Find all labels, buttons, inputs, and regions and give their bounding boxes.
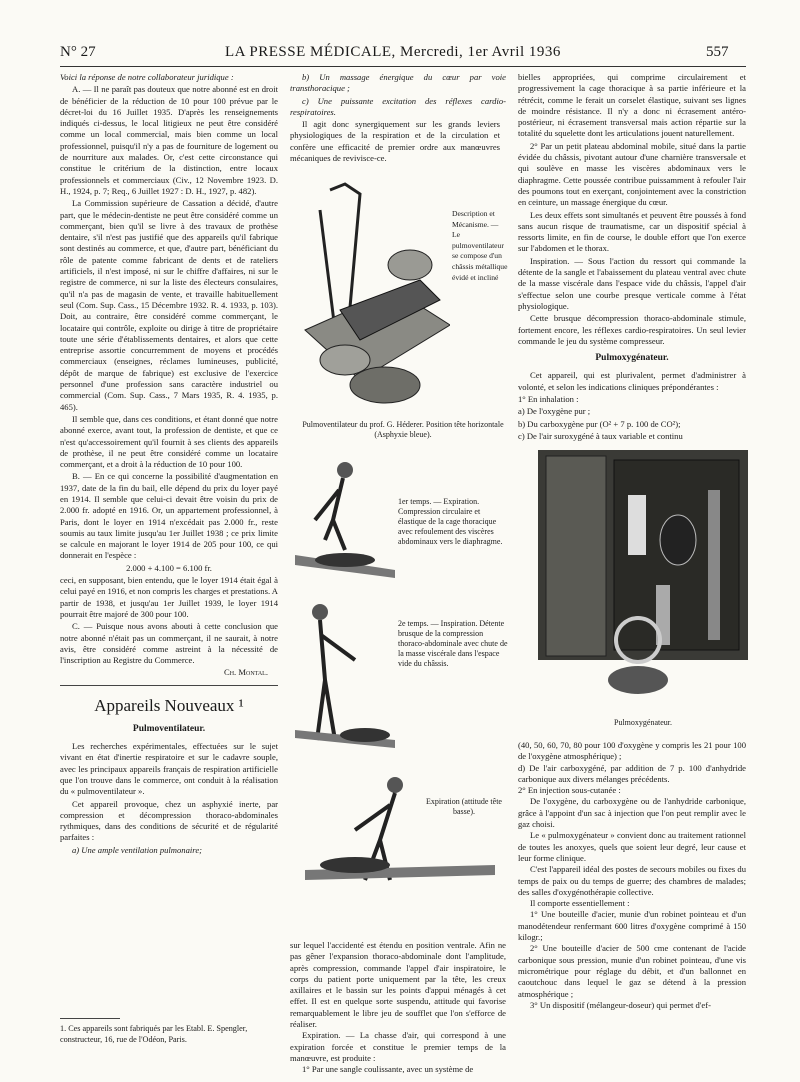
subsection-title: Pulmoventilateur. bbox=[132, 723, 206, 734]
item-b: b) Un massage énergique du cœur par voie transthoracique ; bbox=[290, 72, 506, 94]
column-1 bbox=[60, 72, 278, 857]
paragraph-expiration: Expiration. — La chasse d'air, qui correspond à une expiration forcée et constitue le premier temps de la manœuvre, est produite : bbox=[290, 1030, 506, 1063]
pulmoxygenator-figure bbox=[538, 450, 748, 710]
inspiration-figure bbox=[295, 600, 395, 750]
section-divider bbox=[60, 685, 278, 686]
list-b: b) Du carboxygène pur (O² + 7 p. 100 de CO²); bbox=[518, 418, 681, 429]
journal-title: LA PRESSE MÉDICALE, Mercredi, 1er Avril 1936 bbox=[225, 44, 561, 60]
list-d: d) De l'air carboxygéné, par addition de 7 p. 100 d'anhydride carbonique aux divers mélanges précédents. bbox=[518, 762, 746, 784]
paragraph-oxygene: De l'oxygène, du carboxygène ou de l'anhydride carbonique, grâce à l'appoint d'un sac à injection que l'on peut remplir avec le gaz choisi. bbox=[518, 796, 746, 830]
figure-2-caption: 1er temps. — Expiration. Compression circulaire et élastique de la cage thoracique avec refoulement des viscères abdominaux vers le diaphragme. bbox=[398, 497, 503, 546]
item-bouteille-1: 1° Une bouteille d'acier, munie d'un robinet pointeau et d'un manodétendeur renfermant 600 litres d'oxygène comprimé à 150 kilogr.; bbox=[518, 909, 746, 943]
paragraph-plateau: 2° Par un petit plateau abdominal mobile, situé dans la partie évidée du châssis, pivotant autour d'une charnière transversale et qui soulève en masse les viscères abdominaux vers le diaphragme. Cette poussée contribue puissamment à refouler l'air des poumons tout en exerçant, conjointement avec la constriction en ceinture, un massage énergique du cœur. bbox=[518, 140, 746, 208]
paragraph-effets: Les deux effets sont simultanés et peuvent être poussés à fond sans aucun risque de traumatisme, car un dispositif spécial à ressorts limite, en fin de course, le double effort que l'on exerce sur l'abdomen et le thorax. bbox=[518, 209, 746, 254]
column-2-bottom bbox=[290, 940, 506, 1076]
list-injection: 2° En injection sous-cutanée : bbox=[518, 785, 621, 796]
expiration-figure bbox=[295, 460, 395, 580]
item-c: c) Une puissante excitation des réflexes cardio-respiratoires. bbox=[290, 95, 506, 117]
paragraph-c: C. — Puisque nous avons abouti à cette conclusion que notre abonné n'était pas un commerçant, il ne saurait, à notre avis, être considéré comme astreint à la nécessité de l'inscription au Registre du Commerce. bbox=[60, 621, 278, 666]
paragraph-ideal: C'est l'appareil idéal des postes de secours mobiles ou fixes du temps de paix ou du temps de guerre; des chambres de malades; des salles d'oxygénothérapie collective. bbox=[518, 864, 746, 897]
paragraph-appareil: Cet appareil provoque, chez un asphyxié inerte, par compression et décompression thoraco-abdominales rythmiques, dans des conditions de sécurité et de régularité parfaites : bbox=[60, 798, 278, 843]
column-3 bbox=[518, 72, 746, 443]
item-a: a) Une ample ventilation pulmonaire; bbox=[72, 844, 202, 855]
item-dispositif: 3° Un dispositif (mélangeur-doseur) qui permet d'ef- bbox=[530, 999, 711, 1010]
head-down-figure bbox=[295, 770, 505, 890]
column-2 bbox=[290, 72, 506, 165]
signature: Ch. Montal. bbox=[223, 667, 268, 678]
paragraph-percentages: (40, 50, 60, 70, 80 pour 100 d'oxygène y compris les 21 pour 100 de l'oxygène atmosphérique) ; bbox=[518, 740, 746, 762]
pulmoventilator-figure bbox=[300, 180, 450, 420]
paragraph-synergie: Il agit donc synergiquement sur les grands leviers physiologiques de la respiration et de la circulation et confère une efficacité de premier ordre aux manœuvres mécaniques de revivisce-ce. bbox=[290, 119, 500, 164]
paragraph-plurivalent: Cet appareil, qui est plurivalent, permet d'administrer à volonté, et selon les indications cliniques prépondérantes : bbox=[518, 370, 746, 392]
paragraph-a: A. — Il ne paraît pas douteux que notre abonné est en droit de bénéficier de la réduction de 10 pour 100 prévue par le décret-loi du 16 Juillet 1935. D'après les renseignements indiqués ci-dessus, le local litigieux ne peut être considéré comme un local commercial, mais bien comme un local professionnel, puisqu'il n'y a pas de fourniture de logement ou de nourriture aux malades. Or, c'est cette circonstance qui constitue le critérium de la distinction, entre locaux professionnels et commerciaux (Civ., 12 Novembre 1923. D. H., 1924, p. 7; Req., 6 Juillet 1927 : D. H., 1927, p. 482). bbox=[60, 84, 278, 196]
paragraph-anoxyes: Le « pulmoxygénateur » convient donc au traitement rationnel de toutes les anoxyes, quels que soient leur degré, leur cause et leur forme clinique. bbox=[518, 830, 746, 863]
intro-text: Voici la réponse de notre collaborateur juridique : bbox=[60, 72, 234, 82]
list-a: a) De l'oxygène pur ; bbox=[518, 406, 591, 417]
figure-1-caption: Pulmoventilateur du prof. G. Héderer. Position tête horizontale (Asphyxie bleue). bbox=[302, 420, 504, 439]
item-bouteille-2: 2° Une bouteille d'acier de 500 cme contenant de l'acide carbonique sous pression, munie d'un robinet pointeau, d'une vis micrométrique pour réglage du débit, et d'un ballonnet en caoutchouc dans lequel le gaz se détend à la pression atmosphérique ; bbox=[518, 943, 746, 999]
paragraph-comporte: Il comporte essentiellement : bbox=[530, 898, 630, 909]
issue-number: N° 27 bbox=[60, 44, 96, 60]
paragraph-commission: La Commission supérieure de Cassation a décidé, d'autre part, que le médecin-dentiste ne peut être considéré comme un commerçant, bien qu'il se livre à des travaux de prothèse dentaire, s'il n'est pas justifié que des appareils qu'il fabrique sont destinés au commerce, et que, d'autre part, bénéficiant du rôle de patente comme fabricant de dents et de rateliers artificiels, il n'est imposé, ni sur le chiffre d'affaires, ni sur le registre de commerce, ni sur la liste des électeurs consulaires, qu'il n'a pas de magasin de vente, et travaille habituellement seul (Com. Sup. Cass., 15 Décembre 1932. R. 4. 1933, p. 103). Doit, au contraire, être considéré comme commerçant, le locataire qui contrôle, exploite ou dirige à titre de propriétaire toute une série d'établissements dentaires, et alors que cette entreprise assortie concurremment de moyens et procédés commerciaux (enseignes, réclames lumineuses, publicité, dépôt de marque de fabrique) est exclusive de l'exercice personnel d'une profession sans caractère industriel ou commercial (Com. Sup. Cass., 7 Mars 1935, R. 4. 1935, p. 465). bbox=[60, 198, 278, 412]
description-text: Description et Mécanisme. — Le pulmoventilateur se compose d'un châssis métallique évidé et incliné bbox=[452, 209, 508, 282]
header-rule bbox=[60, 66, 746, 67]
paragraph-recherches: Les recherches expérimentales, effectuées sur le sujet vivant en état d'inertie respiratoire et sur le cadavre souple, avec les principaux appareils français de respiration artificielle que l'on trouve dans le commerce, ont conduit à la réalisation du « pulmoventilateur ». bbox=[60, 741, 278, 797]
page-number: 557 bbox=[706, 44, 729, 60]
list-inhalation: 1° En inhalation : bbox=[518, 394, 579, 405]
figure-4-caption: Expiration (attitude tête basse). bbox=[426, 797, 502, 816]
paragraph-decompression: Cette brusque décompression thoraco-abdominale stimule, fortement encore, les réflexes cardio-respiratoires. Un seul levier commande le jeu du système compresseur. bbox=[518, 313, 746, 346]
subsection-pulmoxygenateur: Pulmoxygénateur. bbox=[595, 353, 669, 364]
paragraph-loyer: ceci, en supposant, bien entendu, que le loyer 1914 était égal à celui payé en 1916, et non compris les charges et prestations. A partir de 1938, et jusqu'au 1er Juillet 1939, le loyer 1914 pourrait être majoré de 300 pour 100. bbox=[60, 575, 278, 619]
figure-3-caption: 2e temps. — Inspiration. Détente brusque de la compression thoraco-abdominale avec chute de la masse viscérale dans l'espace vide du châssis. bbox=[398, 619, 508, 668]
footnote-rule bbox=[60, 1018, 120, 1019]
footnote bbox=[60, 1018, 278, 1045]
section-title: Appareils Nouveaux ¹ bbox=[94, 695, 244, 715]
column-3-bottom bbox=[518, 740, 746, 1011]
paragraph-b: B. — En ce qui concerne la possibilité d'augmentation en 1937, date de la fin du bail, elle dépend du prix du loyer payé en 1914. Il semble que celui-ci devait être voisin du prix de 2.000 fr. adopté en 1916. Or, un appartement professionnel, à Paris, dont le loyer en 1914 n'excédait pas 2.000 fr., reste soumis au taux limite jusqu'au 1er Juillet 1938 ; ce prix limite se calcule en majorant le loyer 1914 de 205 pour 100, ce qui donnerait en l'espèce : bbox=[60, 471, 278, 561]
paragraph-inspiration: Inspiration. — Sous l'action du ressort qui commande la détente de la sangle et l'abaissement du plateau ventral avec chute de la masse viscérale dans l'espace vide du châssis, l'appel d'air s'effectue selon une courbe presque verticale comme à l'état physiologique. bbox=[518, 255, 746, 311]
pulmoxygenator-caption: Pulmoxygénateur. bbox=[614, 718, 672, 727]
item-1: 1° Par une sangle coulissante, avec un système de bbox=[302, 1064, 474, 1075]
calculation: 2.000 + 4.100 = 6.100 fr. bbox=[126, 562, 212, 573]
page-header bbox=[0, 0, 800, 60]
paragraph-bielles: bielles appropriées, qui comprime circulairement et progressivement la cage thoracique à sa partie inférieure et la rétrécit, comme le ferait un corselet élastique, suivant ses lignes de moindre résistance. Il n'y a donc ni écrasement antéro-postérieur, ni écrasement transversal mais action répartie sur la totalité du squelette dont les articulations jouent naturellement. bbox=[518, 72, 746, 139]
list-c: c) De l'air suroxygéné à taux variable et continu bbox=[518, 430, 683, 441]
paragraph-conclusion: Il semble que, dans ces conditions, et étant donné que notre abonné exerce, avant tout, la profession de dentiste, et que ce n'est qu'accessoirement qu'il fournit à ses clients des appareils de prothèse, il ne peut être considéré comme un locataire commerçant, et a droit à la réduction de 10 pour 100. bbox=[60, 413, 278, 470]
paragraph-position: sur lequel l'accidenté est étendu en position ventrale. Afin ne pas gêner l'expansion thoraco-abdominale dont l'amplitude, après compression, commande l'appel d'air inspiratoire, le corps du patient porte uniquement par la tête, les creux axillaires et le bassin sur les points d'appui ménagés à cet effet. Il est en quelque sorte suspendu, attitude qui favorise remarquablement le libre jeu de soufflet que l'on s'efforce de réaliser. bbox=[290, 940, 506, 1030]
footnote-text: 1. Ces appareils sont fabriqués par les Etabl. E. Spengler, constructeur, 16, rue de l'Odéon, Paris. bbox=[60, 1024, 248, 1044]
